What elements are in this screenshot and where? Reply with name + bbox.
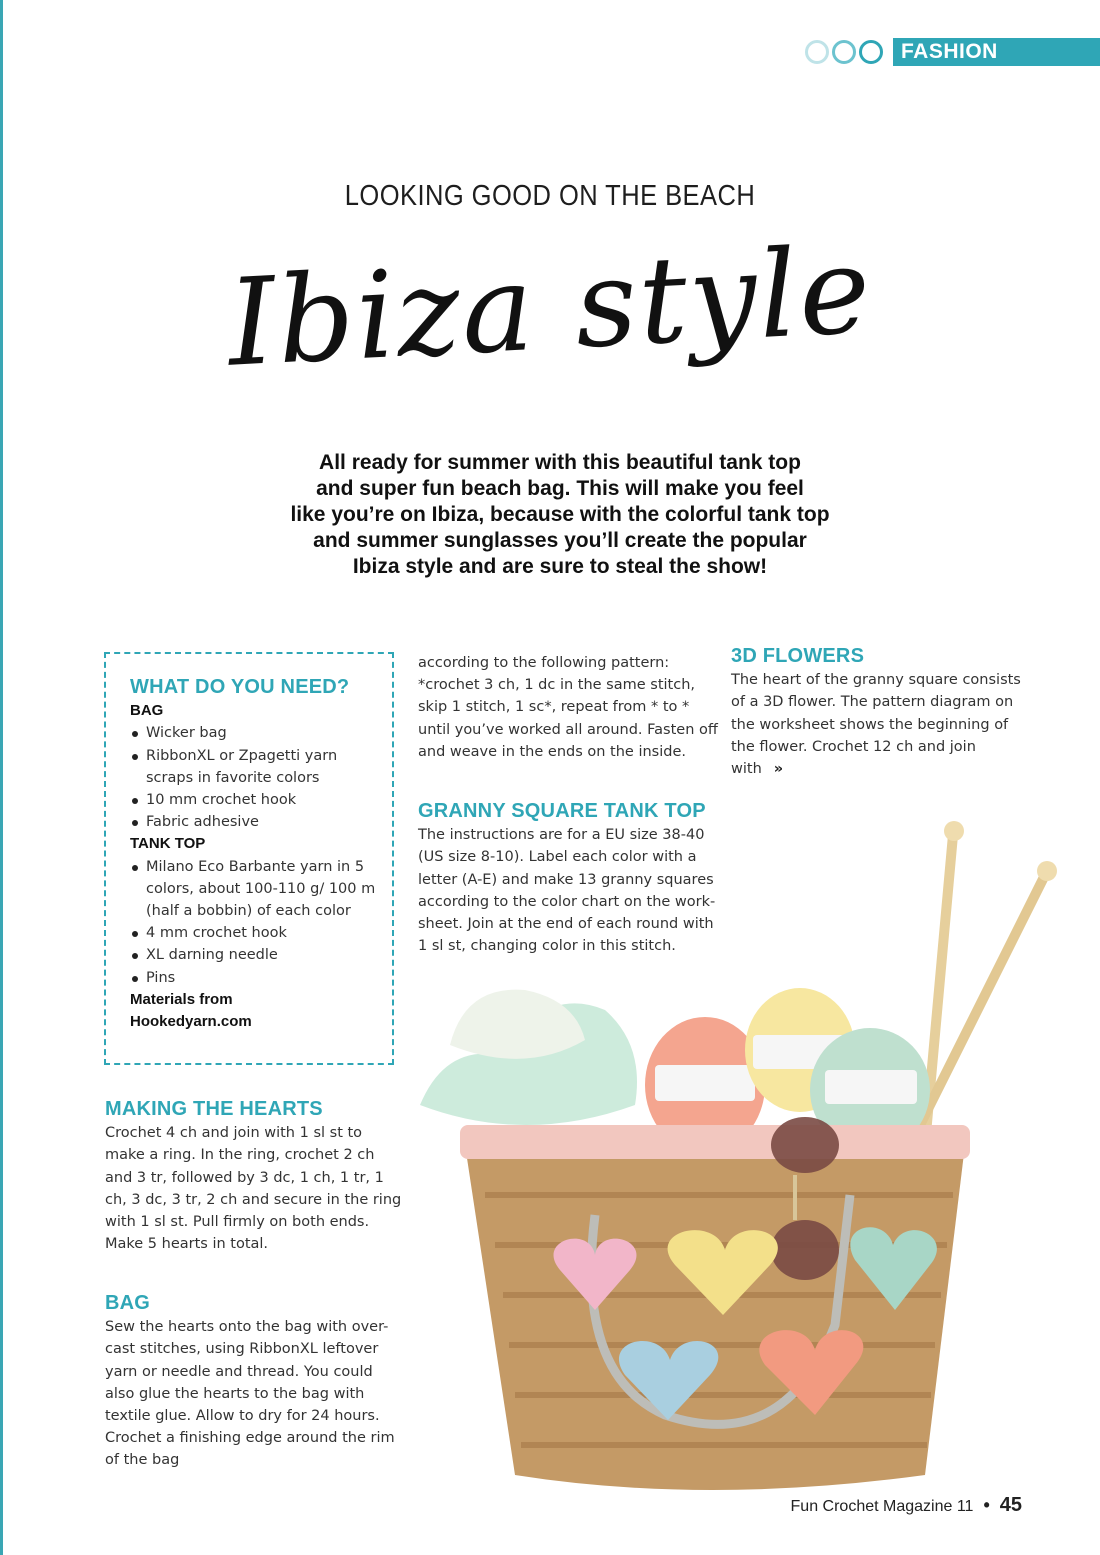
- article-intro: [250, 450, 870, 580]
- pattern-text: according to the following pattern: *crochet 3 ch, 1 dc in the same stitch, skip 1 stitch, 1 sc*, repeat from * to * until you’ve worked all around. Fasten off and weave in the ends on the inside.: [418, 655, 718, 760]
- page-edge-rule: [0, 0, 3, 1555]
- section-label: FASHION: [893, 38, 1100, 66]
- list-item: RibbonXL or Zpagetti yarn scraps in favorite colors: [146, 745, 378, 789]
- page-footer: [791, 1494, 1022, 1517]
- bag-text: Sew the hearts onto the bag with over-cast stitches, using RibbonXL leftover yarn or needle and thread. You could also glue the hearts to the bag with textile glue. Allow to dry for 24 hours. Crochet a finishing edge around the rim of the bag: [105, 1319, 395, 1469]
- page-number: 45: [999, 1494, 1022, 1516]
- list-item: Pins: [146, 967, 378, 989]
- list-item: Fabric adhesive: [146, 811, 378, 833]
- towel-fold-shape: [450, 990, 585, 1059]
- hearts-text: Crochet 4 ch and join with 1 sl st to make a ring. In the ring, crochet 2 ch and 3 tr, followed by 3 dc, 1 ch, 1 tr, 1 ch, 3 dc, 3 tr, 2 ch and secure in the ring with 1 sl st. Pull firmly on both ends. Make 5 hearts in total.: [105, 1125, 402, 1253]
- granny-text: The instructions are for a EU size 38-40 (US size 8-10). Label each color with a letter (A-E) and make 13 granny squares according to the color chart on the work-sheet. Join at the end of each round with 1 sl st, changing color in this stitch.: [418, 827, 716, 955]
- materials-box: [104, 652, 394, 1065]
- flowers-section: [731, 645, 1031, 780]
- list-item: 10 mm crochet hook: [146, 789, 378, 811]
- granny-heading: GRANNY SQUARE TANK TOP: [418, 800, 706, 822]
- list-item: Wicker bag: [146, 722, 378, 744]
- list-item: XL darning needle: [146, 944, 378, 966]
- yarn-balls-icon: [805, 40, 883, 64]
- beach-basket-photo: [405, 815, 1075, 1495]
- bag-materials-label: BAG: [130, 702, 164, 720]
- magazine-name: Fun Crochet Magazine 11: [790, 1498, 974, 1515]
- footer-separator: •: [983, 1495, 990, 1515]
- flowers-heading: 3D FLOWERS: [731, 645, 865, 667]
- tank-materials-list: [130, 856, 378, 989]
- flowers-text: [731, 669, 1031, 780]
- materials-heading: WHAT DO YOU NEED?: [130, 676, 350, 698]
- bag-materials-list: [130, 722, 378, 833]
- article-title: Ibiza style: [224, 221, 876, 394]
- bag-heading: BAG: [105, 1292, 151, 1314]
- yarn-ball-icon: [805, 40, 829, 64]
- bag-pattern-continued: [418, 652, 718, 763]
- hearts-section: [105, 1098, 405, 1255]
- list-item: Milano Eco Barbante yarn in 5 colors, about 100-110 g/ 100 m (half a bobbin) of each color: [146, 856, 378, 923]
- intro-line: All ready for summer with this beautiful tank top: [319, 451, 801, 474]
- article-kicker: LOOKING GOOD ON THE BEACH: [344, 180, 756, 212]
- yarn-ball-icon: [859, 40, 883, 64]
- knitting-needles-icon: [910, 821, 1057, 1145]
- intro-line: like you’re on Ibiza, because with the colorful tank top: [290, 503, 830, 526]
- tank-materials-label: TANK TOP: [130, 835, 206, 853]
- intro-line: and summer sunglasses you’ll create the popular: [313, 529, 807, 552]
- intro-line: Ibiza style and are sure to steal the show!: [352, 555, 768, 578]
- hearts-heading: MAKING THE HEARTS: [105, 1098, 323, 1120]
- continue-arrow-icon: »: [773, 761, 784, 778]
- intro-line: and super fun beach bag. This will make you feel: [316, 477, 804, 500]
- materials-source-site: Hookedyarn.com: [130, 1013, 252, 1031]
- flowers-body: The heart of the granny square consists of a 3D flower. The pattern diagram on the worksheet shows the beginning of the flower. Crochet 12 ch and join with: [731, 672, 1021, 778]
- basket-rim-shape: [460, 1125, 970, 1159]
- yarn-ball-icon: [832, 40, 856, 64]
- bag-section: [105, 1292, 405, 1472]
- materials-source: Materials from: [130, 990, 233, 1008]
- section-tag: [805, 38, 1100, 66]
- list-item: 4 mm crochet hook: [146, 922, 378, 944]
